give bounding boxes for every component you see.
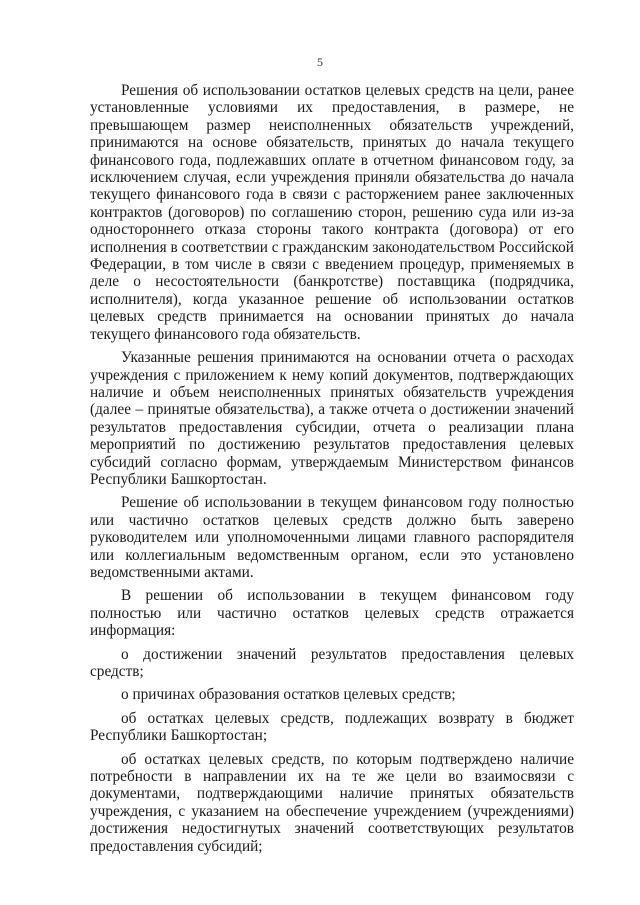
list-item-results-achievement: о достижении значений результатов предоставления целевых средств;	[90, 645, 574, 680]
paragraph-decision-certification: Решение об использовании в текущем финансовом году полностью или частично остатков целевых средств должно быть заверено руководителем или уполномоченными лицами главного распорядителя или коллегиальным ведомственным органом, если это установлено ведомственными актами.	[90, 494, 574, 581]
list-item-confirmed-need-funds: об остатках целевых средств, по которым подтверждено наличие потребности в направлении их на те же цели во взаимосвязи с документами, подтверждающими наличие принятых обязательств учреждения, с указанием на обеспечение учреждением (учреждениями) достижения недостигнутых значений соответствующих результатов предоставления субсидий;	[90, 750, 574, 855]
list-item-reasons-for-remainders: о причинах образования остатков целевых средств;	[121, 686, 456, 704]
list-item-funds-to-return: об остатках целевых средств, подлежащих возврату в бюджет Республики Башкортостан;	[90, 709, 574, 745]
document-body	[90, 82, 574, 855]
page-number: 5	[317, 55, 323, 69]
paragraph-decisions-on-remaining-funds: Решения об использовании остатков целевых средств на цели, ранее установленные условиями их предоставления, в размере, не превышающем размер неисполненных обязательств учреждений, принимаются на основе обязательств, принятых до начала текущего финансового года, подлежавших оплате в отчетном финансовом году, за исключением случая, если учреждения приняли обязательства до начала текущего финансового года в связи с расторжением ранее заключенных контрактов (договоров) по соглашению сторон, решению суда или из-за одностороннего отказа стороны такого контракта (договора) от его исполнения в соответствии с гражданским законодательством Российской Федерации, в том числе в связи с введением процедур, применяемых в деле о несостоятельности (банкротстве) поставщика (подрядчика, исполнителя), когда указанное решение об использовании остатков целевых средств принимается на основании принятых до начала текущего финансового года обязательств.	[90, 82, 574, 343]
paragraph-decision-contents-intro: В решении об использовании в текущем финансовом году полностью или частично остатков целевых средств отражается информация:	[90, 587, 574, 640]
paragraph-basis-of-decisions: Указанные решения принимаются на основании отчета о расходах учреждения с приложением к нему копий документов, подтверждающих наличие и объем неисполненных принятых обязательств учреждения (далее – принятые обязательства), а также отчета о достижении значений результатов предоставления субсидии, отчета о реализации плана мероприятий по достижению результатов предоставления целевых субсидий согласно формам, утверждаемым Министерством финансов Республики Башкортостан.	[90, 349, 574, 488]
